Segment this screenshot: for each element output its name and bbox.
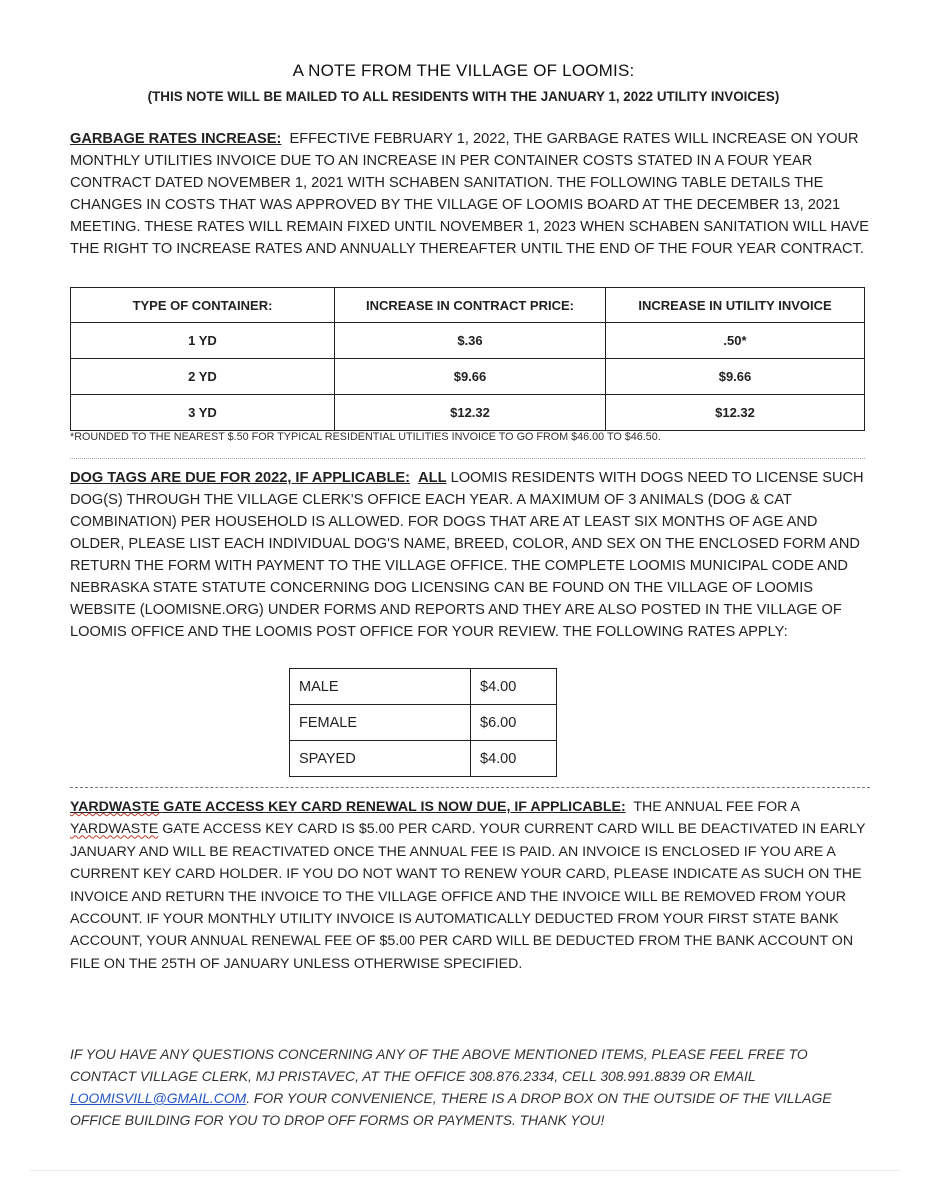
- contact-section: [70, 1043, 870, 1131]
- garbage-body: EFFECTIVE FEBRUARY 1, 2022, THE GARBAGE RATES WILL INCREASE ON YOUR MONTHLY UTILITIES INVOICE DUE TO AN INCREASE IN PER CONTAINER COSTS STATED IN A FOUR YEAR CONTRACT DATED NOVEMBER 1, 2021 WITH SCHABEN SANITATION. THE FOLLOWING TABLE DETAILS THE CHANGES IN COSTS THAT WAS APPROVED BY THE VILLAGE OF LOOMIS BOARD AT THE DECEMBER 13, 2021 MEETING. THESE RATES WILL REMAIN FIXED UNTIL NOVEMBER 1, 2023 WHEN SCHABEN SANITATION WILL HAVE THE RIGHT TO INCREASE RATES AND ANNUALLY THEREAFTER UNTIL THE END OF THE FOUR YEAR CONTRACT.: [70, 131, 870, 257]
- yardwaste-heading-rest: GATE ACCESS KEY CARD RENEWAL IS NOW DUE, IF APPLICABLE:: [159, 799, 626, 815]
- table-cell: 2 YD: [71, 359, 335, 395]
- table-cell: $9.66: [335, 359, 606, 395]
- table-cell: SPAYED: [290, 741, 471, 777]
- page-bottom-edge: [30, 1170, 900, 1171]
- contact-body-post: . FOR YOUR CONVENIENCE, THERE IS A DROP BOX ON THE OUTSIDE OF THE VILLAGE OFFICE BUILDING FOR YOU TO DROP OFF FORMS OR PAYMENTS. THANK YOU!: [70, 1090, 832, 1128]
- dog-tags-section: [70, 467, 870, 643]
- table-row: [290, 669, 557, 705]
- table-row: [71, 359, 865, 395]
- column-header: INCREASE IN UTILITY INVOICE: [606, 288, 865, 323]
- yardwaste-body-word: YARDWASTE: [70, 821, 159, 838]
- table-cell: 1 YD: [71, 323, 335, 359]
- table-cell: $12.32: [606, 395, 865, 431]
- yardwaste-heading-word: YARDWASTE: [70, 799, 160, 815]
- document-title: A NOTE FROM THE VILLAGE OF LOOMIS:: [292, 61, 635, 80]
- yardwaste-body-rest: GATE ACCESS KEY CARD IS $5.00 PER CARD. YOUR CURRENT CARD WILL BE DEACTIVATED IN EARLY JANUARY AND WILL BE REACTIVATED ONCE THE ANNUAL FEE IS PAID. AN INVOICE IS ENCLOSED IF YOU ARE A CURRENT KEY CARD HOLDER. IF YOU DO NOT WANT TO RENEW YOUR CARD, PLEASE INDICATE AS SUCH ON THE INVOICE AND RETURN THE INVOICE TO THE VILLAGE OFFICE AND THE INVOICE WILL BE REMOVED FROM YOUR ACCOUNT. IF YOUR MONTHLY UTILITY INVOICE IS AUTOMATICALLY DEDUCTED FROM YOUR FIRST STATE BANK ACCOUNT, YOUR ANNUAL RENEWAL FEE OF $5.00 PER CARD WILL BE DEDUCTED FROM THE BANK ACCOUNT ON FILE ON THE 25TH OF JANUARY UNLESS OTHERWISE SPECIFIED.: [70, 821, 866, 972]
- table-cell: MALE: [290, 669, 471, 705]
- table-cell: 3 YD: [71, 395, 335, 431]
- garbage-section: [70, 128, 870, 260]
- document-subtitle: (THIS NOTE WILL BE MAILED TO ALL RESIDENTS WITH THE JANUARY 1, 2022 UTILITY INVOICES): [147, 89, 780, 104]
- table-header-row: [71, 288, 865, 323]
- table-cell: $.36: [335, 323, 606, 359]
- garbage-heading: GARBAGE RATES INCREASE:: [70, 131, 282, 147]
- email-link[interactable]: LOOMISVILL@GMAIL.COM: [70, 1090, 247, 1106]
- table-row: [71, 395, 865, 431]
- table-cell: $12.32: [335, 395, 606, 431]
- section-divider: [70, 458, 865, 459]
- dog-tags-heading: DOG TAGS ARE DUE FOR 2022, IF APPLICABLE:: [70, 470, 411, 486]
- contact-body-pre: IF YOU HAVE ANY QUESTIONS CONCERNING ANY OF THE ABOVE MENTIONED ITEMS, PLEASE FEEL FREE TO CONTACT VILLAGE CLERK, MJ PRISTAVEC, AT THE OFFICE 308.876.2334, CELL 308.991.8839 OR EMAIL: [70, 1046, 808, 1084]
- column-header: INCREASE IN CONTRACT PRICE:: [335, 288, 606, 323]
- dog-tags-body: LOOMIS RESIDENTS WITH DOGS NEED TO LICENSE SUCH DOG(S) THROUGH THE VILLAGE CLERK'S OFFICE EACH YEAR. A MAXIMUM OF 3 ANIMALS (DOG & CAT COMBINATION) PER HOUSEHOLD IS ALLOWED. FOR DOGS THAT ARE AT LEAST SIX MONTHS OF AGE AND OLDER, PLEASE LIST EACH INDIVIDUAL DOG'S NAME, BREED, COLOR, AND SEX ON THE ENCLOSED FORM AND RETURN THE FORM WITH PAYMENT TO THE VILLAGE OFFICE. THE COMPLETE LOOMIS MUNICIPAL CODE AND NEBRASKA STATE STATUTE CONCERNING DOG LICENSING CAN BE FOUND ON THE VILLAGE OF LOOMIS WEBSITE (LOOMISNE.ORG) UNDER FORMS AND REPORTS AND THEY ARE ALSO POSTED IN THE VILLAGE OF LOOMIS OFFICE AND THE LOOMIS POST OFFICE FOR YOUR REVIEW. THE FOLLOWING RATES APPLY:: [70, 470, 864, 640]
- dog-tags-emphasis: ALL: [418, 470, 447, 486]
- table-cell: $9.66: [606, 359, 865, 395]
- column-header: TYPE OF CONTAINER:: [71, 288, 335, 323]
- table-cell: FEMALE: [290, 705, 471, 741]
- table-row: [290, 705, 557, 741]
- dog-rates-table: [289, 668, 557, 777]
- table-row: [71, 323, 865, 359]
- table-cell: $6.00: [471, 705, 557, 741]
- table-cell: .50*: [606, 323, 865, 359]
- table-cell: $4.00: [471, 669, 557, 705]
- garbage-footnote: *ROUNDED TO THE NEAREST $.50 FOR TYPICAL RESIDENTIAL UTILITIES INVOICE TO GO FROM $46.00 TO $46.50.: [70, 431, 661, 443]
- garbage-rates-table: [70, 287, 865, 431]
- section-divider: [70, 787, 870, 788]
- yardwaste-section: [70, 796, 870, 975]
- table-row: [290, 741, 557, 777]
- yardwaste-heading: [70, 799, 626, 815]
- yardwaste-body-pre: THE ANNUAL FEE FOR A: [633, 799, 800, 815]
- table-cell: $4.00: [471, 741, 557, 777]
